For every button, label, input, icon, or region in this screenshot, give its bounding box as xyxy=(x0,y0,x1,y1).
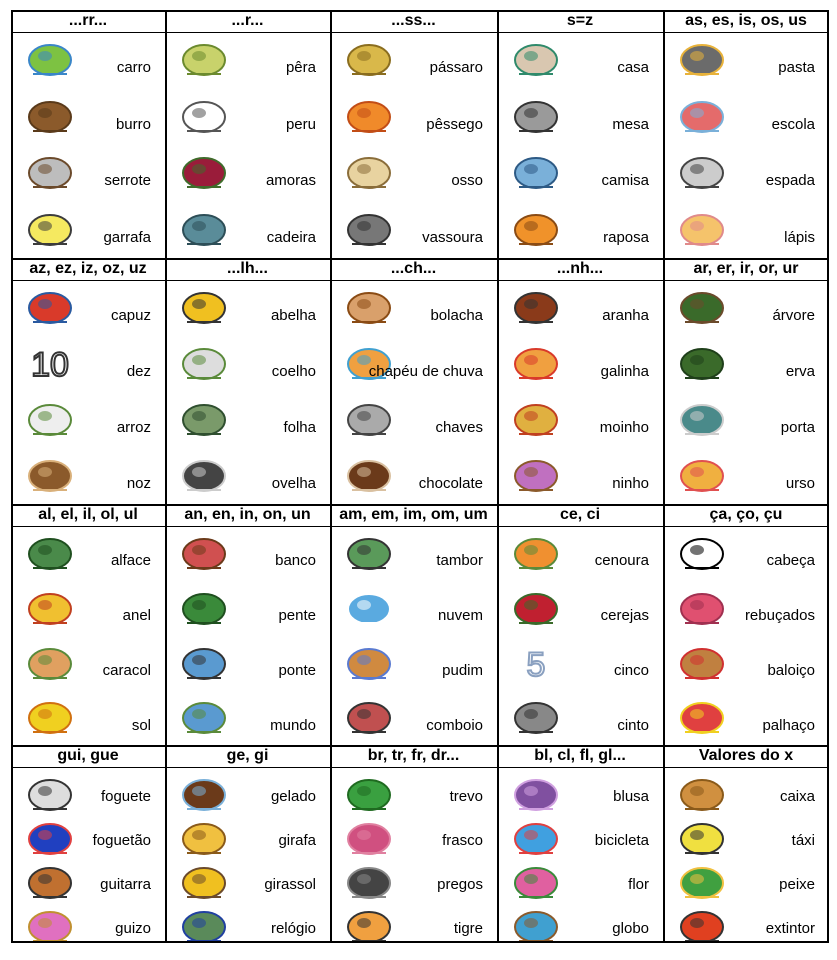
column-header: bl, cl, fl, gl... xyxy=(534,747,626,764)
word-label: girassol xyxy=(264,876,316,894)
word-label: erva xyxy=(785,362,815,380)
word-label: flor xyxy=(628,876,649,894)
word-label: ovelha xyxy=(271,474,316,492)
door-icon xyxy=(675,396,729,440)
word-label: peru xyxy=(285,115,316,133)
grid-line xyxy=(11,526,829,527)
grid-line xyxy=(663,10,665,943)
word-label: cadeira xyxy=(266,228,316,246)
svg-text:10: 10 xyxy=(31,346,69,384)
chocolate-icon xyxy=(342,452,396,496)
word-label: caracol xyxy=(102,661,151,679)
grid-line xyxy=(11,10,13,943)
word-cell xyxy=(663,526,829,745)
word-label: frasco xyxy=(442,832,483,850)
school-icon xyxy=(675,93,729,137)
sword-icon xyxy=(675,149,729,193)
donkey-icon xyxy=(23,93,77,137)
rocket-icon xyxy=(23,771,77,815)
pudding-icon xyxy=(342,640,396,684)
blouse-icon xyxy=(509,771,563,815)
ice-cream-icon xyxy=(177,771,231,815)
chair-icon xyxy=(177,206,231,250)
word-label: tigre xyxy=(453,920,483,938)
spaceship-icon xyxy=(23,815,77,859)
phonics-chart xyxy=(11,10,829,943)
word-label: pente xyxy=(278,607,316,625)
grid-line xyxy=(11,767,829,768)
column-header: az, ez, iz, oz, uz xyxy=(29,260,147,277)
bicycle-icon xyxy=(509,815,563,859)
walnut-icon xyxy=(23,452,77,496)
teddy-bear-icon xyxy=(675,452,729,496)
sheep-icon xyxy=(177,452,231,496)
column-header: ...ss... xyxy=(391,12,436,29)
word-label: foguetão xyxy=(92,832,151,850)
flower-icon xyxy=(509,859,563,903)
cherries-icon xyxy=(509,585,563,629)
head-icon xyxy=(675,530,729,574)
shirt-icon xyxy=(509,149,563,193)
column-header: s=z xyxy=(566,12,594,29)
bee-icon xyxy=(177,284,231,328)
word-label: relógio xyxy=(270,920,316,938)
word-cell xyxy=(165,526,330,745)
clown-icon xyxy=(675,694,729,738)
grid-line xyxy=(11,941,829,943)
word-label: moinho xyxy=(599,418,649,436)
hen-icon xyxy=(509,340,563,384)
grid-line xyxy=(330,10,332,943)
word-label: tambor xyxy=(436,552,483,570)
word-label: folha xyxy=(283,418,316,436)
grid-line xyxy=(827,10,829,943)
word-label: porta xyxy=(780,418,815,436)
word-label: arroz xyxy=(116,418,151,436)
word-label: sol xyxy=(131,716,151,734)
nails-icon xyxy=(342,859,396,903)
car-icon xyxy=(23,36,77,80)
word-label: pudim xyxy=(442,661,483,679)
word-cell xyxy=(497,526,663,745)
word-label: carro xyxy=(116,59,151,77)
giraffe-icon xyxy=(177,815,231,859)
word-cell xyxy=(497,280,663,504)
word-label: mesa xyxy=(612,115,649,133)
svg-text:5: 5 xyxy=(526,645,546,684)
word-label: camisa xyxy=(601,172,649,190)
section-header-row xyxy=(11,504,829,526)
section-block xyxy=(11,745,829,943)
word-label: nuvem xyxy=(437,607,483,625)
word-label: cinto xyxy=(617,716,649,734)
column-header: gui, gue xyxy=(57,747,119,764)
word-cell xyxy=(165,767,330,943)
column-header: am, em, im, om, um xyxy=(339,506,488,523)
word-label: guizo xyxy=(115,920,151,938)
word-label: capuz xyxy=(110,306,151,324)
taxi-icon xyxy=(675,815,729,859)
bottle-icon xyxy=(23,206,77,250)
word-cell xyxy=(330,767,497,943)
word-label: guitarra xyxy=(100,876,151,894)
grid-line xyxy=(11,258,829,260)
column-header: Valores do x xyxy=(698,747,794,764)
tiger-icon xyxy=(342,903,396,943)
word-cell xyxy=(11,767,165,943)
carrot-icon xyxy=(509,530,563,574)
word-cell xyxy=(663,280,829,504)
clover-icon xyxy=(342,771,396,815)
word-cell xyxy=(330,280,497,504)
belt-icon xyxy=(509,694,563,738)
word-label: noz xyxy=(126,474,151,492)
word-label: pêssego xyxy=(426,115,483,133)
word-label: ponte xyxy=(278,661,316,679)
ring-icon xyxy=(23,585,77,629)
word-label: urso xyxy=(785,474,815,492)
word-label: espada xyxy=(765,172,815,190)
grid-line xyxy=(11,280,829,281)
number-five-icon xyxy=(509,640,563,684)
word-label: rebuçados xyxy=(744,607,815,625)
word-label: burro xyxy=(115,115,151,133)
turkey-icon xyxy=(177,93,231,137)
guitar-icon xyxy=(23,859,77,903)
sunflower-icon xyxy=(177,859,231,903)
word-label: árvore xyxy=(772,306,815,324)
word-cell xyxy=(663,767,829,943)
word-label: ninho xyxy=(612,474,649,492)
fish-icon xyxy=(675,859,729,903)
fox-icon xyxy=(509,206,563,250)
word-cell xyxy=(165,280,330,504)
word-label: comboio xyxy=(426,716,483,734)
pear-icon xyxy=(177,36,231,80)
windmill-icon xyxy=(509,396,563,440)
word-label: galinha xyxy=(600,362,649,380)
column-header: ge, gi xyxy=(226,747,269,764)
swing-icon xyxy=(675,640,729,684)
word-cell xyxy=(663,32,829,258)
rice-icon xyxy=(23,396,77,440)
column-header: al, el, il, ol, ul xyxy=(38,506,138,523)
word-label: raposa xyxy=(603,228,649,246)
word-label: cinco xyxy=(613,661,649,679)
grid-line xyxy=(11,504,829,506)
column-header: ...r... xyxy=(231,12,264,29)
word-label: palhaço xyxy=(762,716,815,734)
word-label: mundo xyxy=(270,716,316,734)
house-icon xyxy=(509,36,563,80)
watch-icon xyxy=(177,903,231,943)
snail-icon xyxy=(23,640,77,684)
word-label: trevo xyxy=(449,788,483,806)
train-icon xyxy=(342,694,396,738)
section-header-row xyxy=(11,258,829,280)
word-label: osso xyxy=(451,172,483,190)
word-label: alface xyxy=(110,552,151,570)
word-cell xyxy=(497,767,663,943)
word-cell xyxy=(165,32,330,258)
word-label: extintor xyxy=(765,920,815,938)
word-label: banco xyxy=(275,552,316,570)
rabbit-icon xyxy=(177,340,231,384)
word-cell xyxy=(11,526,165,745)
grid-line xyxy=(497,10,499,943)
bridge-icon xyxy=(177,640,231,684)
grid-line xyxy=(165,10,167,943)
word-label: gelado xyxy=(270,788,316,806)
box-icon xyxy=(675,771,729,815)
word-label: dez xyxy=(126,362,151,380)
peach-icon xyxy=(342,93,396,137)
grid-line xyxy=(11,10,829,12)
word-label: anel xyxy=(122,607,151,625)
section-block xyxy=(11,504,829,745)
word-cell xyxy=(11,280,165,504)
word-cell xyxy=(11,32,165,258)
word-label: peixe xyxy=(779,876,815,894)
tree-icon xyxy=(675,284,729,328)
section-header-row xyxy=(11,10,829,32)
globe-stand-icon xyxy=(509,903,563,943)
word-label: pássaro xyxy=(429,59,483,77)
section-header-row xyxy=(11,745,829,767)
word-label: cerejas xyxy=(600,607,649,625)
word-cell xyxy=(330,32,497,258)
sun-icon xyxy=(23,694,77,738)
word-label: cabeça xyxy=(766,552,815,570)
cloud-icon xyxy=(342,585,396,629)
column-header: ...rr... xyxy=(68,12,108,29)
keys-icon xyxy=(342,396,396,440)
word-label: coelho xyxy=(271,362,316,380)
extinguisher-icon xyxy=(675,903,729,943)
word-label: casa xyxy=(617,59,649,77)
column-header: ce, ci xyxy=(559,506,601,523)
word-label: chocolate xyxy=(418,474,483,492)
word-label: pasta xyxy=(778,59,815,77)
broom-icon xyxy=(342,206,396,250)
word-label: globo xyxy=(612,920,649,938)
pencil-icon xyxy=(675,206,729,250)
spider-icon xyxy=(509,284,563,328)
bird-icon xyxy=(342,36,396,80)
leaf-icon xyxy=(177,396,231,440)
word-label: serrote xyxy=(104,172,151,190)
word-label: chapéu de chuva xyxy=(368,362,483,380)
drum-icon xyxy=(342,530,396,574)
section-block xyxy=(11,10,829,258)
jar-icon xyxy=(342,815,396,859)
bone-icon xyxy=(342,149,396,193)
word-label: aranha xyxy=(602,306,649,324)
word-cell xyxy=(497,32,663,258)
number-ten-icon xyxy=(23,340,77,384)
word-cell xyxy=(330,526,497,745)
saw-icon xyxy=(23,149,77,193)
word-label: táxi xyxy=(791,832,815,850)
column-header: ...ch... xyxy=(390,260,437,277)
column-header: ar, er, ir, or, ur xyxy=(693,260,799,277)
word-label: pregos xyxy=(437,876,483,894)
word-label: garrafa xyxy=(103,228,151,246)
candy-icon xyxy=(675,585,729,629)
herb-icon xyxy=(675,340,729,384)
column-header: an, en, in, on, un xyxy=(184,506,311,523)
word-label: pêra xyxy=(285,59,316,77)
blackberries-icon xyxy=(177,149,231,193)
stool-icon xyxy=(177,530,231,574)
word-label: caixa xyxy=(779,788,815,806)
word-label: escola xyxy=(771,115,815,133)
rattle-icon xyxy=(23,903,77,943)
hooded-child-icon xyxy=(23,284,77,328)
nest-icon xyxy=(509,452,563,496)
column-header: ...lh... xyxy=(227,260,268,277)
word-label: lápis xyxy=(784,228,815,246)
word-label: blusa xyxy=(613,788,649,806)
column-header: br, tr, fr, dr... xyxy=(367,747,460,764)
lettuce-icon xyxy=(23,530,77,574)
word-label: foguete xyxy=(100,788,151,806)
word-label: baloiço xyxy=(767,661,815,679)
cookie-icon xyxy=(342,284,396,328)
word-label: cenoura xyxy=(594,552,649,570)
globe-icon xyxy=(177,694,231,738)
word-label: chaves xyxy=(435,418,483,436)
column-header: ...nh... xyxy=(556,260,604,277)
word-label: vassoura xyxy=(422,228,483,246)
word-label: bolacha xyxy=(430,306,483,324)
grid-line xyxy=(11,745,829,747)
section-block xyxy=(11,258,829,504)
table-icon xyxy=(509,93,563,137)
column-header: ça, ço, çu xyxy=(709,506,783,523)
word-label: amoras xyxy=(265,172,316,190)
word-label: bicicleta xyxy=(594,832,649,850)
comb-icon xyxy=(177,585,231,629)
word-label: abelha xyxy=(270,306,316,324)
grid-line xyxy=(11,32,829,33)
word-label: girafa xyxy=(278,832,316,850)
column-header: as, es, is, os, us xyxy=(685,12,807,29)
briefcase-icon xyxy=(675,36,729,80)
